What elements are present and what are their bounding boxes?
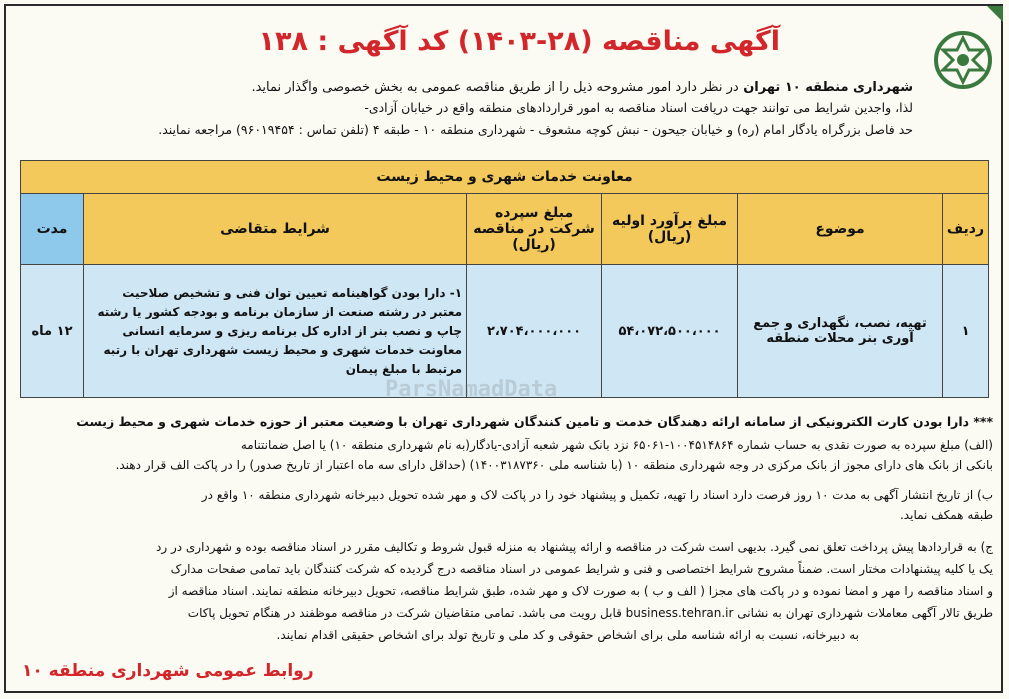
header-subject: موضوع — [738, 194, 943, 265]
intro-line-2: لذا، واجدین شرایط می توانند جهت دریافت اسناد مناقصه به امور قراردادهای منطقه واقع در خیابان آزادی- — [364, 100, 913, 115]
org-name: شهرداری منطقه ۱۰ تهران — [743, 80, 913, 95]
watermark: ParsNamadData — [385, 377, 558, 402]
note-star: *** دارا بودن کارت الکترونیکی از سامانه ارائه دهندگان خدمت و تامین کنندگان شهرداری تهران با وضعیت معتبر از حوزه خدمات شهری و محیط زیست — [76, 414, 993, 429]
header-index: ردیف — [943, 194, 989, 265]
cell-deposit: ۲،۷۰۴،۰۰۰،۰۰۰ — [467, 265, 602, 398]
note-b-line-1: ب) از تاریخ انتشار آگهی به مدت ۱۰ روز فرصت دارد اسناد را تهیه، تکمیل و پیشنهاد خود را در پاکت لاک و مهر شده تحویل دبیرخانه شهرداری منطقه ۱۰ واقع در — [201, 488, 993, 502]
cell-estimate: ۵۴،۰۷۲،۵۰۰،۰۰۰ — [602, 265, 738, 398]
note-c-line-2: یک یا کلیه پیشنهادات مختار است. ضمناً مشروح شرایط اختصاصی و فنی و شرایط عمومی در اسناد مناقصه درج گردیده که شرکت کنندگان باید تمامی صفحات مدارک — [170, 562, 993, 576]
header-duration: مدت — [21, 194, 84, 265]
header-estimate: مبلغ برآورد اولیه (ریال) — [602, 194, 738, 265]
intro-line-3: حد فاصل بزرگراه یادگار امام (ره) و خیابان جیحون - نبش کوچه مشعوف - شهرداری منطقه ۱۰ - طبقه ۴ (تلفن تماس : ۹۶۰۱۹۴۵۴) مراجعه نمایند. — [158, 122, 913, 137]
header-conditions: شرایط متقاضی — [84, 194, 467, 265]
note-c-line-5: به دبیرخانه، نسبت به ارائه شناسه ملی برای اشخاص حقوقی و کد ملی و تاریخ تولد برای اشخاص حقیقی اقدام نمایند. — [276, 628, 859, 642]
tender-table — [20, 160, 989, 398]
ad-title: آگهی مناقصه (۲۸-۱۴۰۳) کد آگهی : ۱۳۸ — [258, 26, 780, 57]
note-a-line-2: بانکی از بانک های دارای مجوز از بانک مرکزی در وجه شهرداری منطقه ۱۰ (با شناسه ملی ۱۴۰۰۳۱۸۷۳۶۰) (حداقل دارای سه ماه اعتبار از تاریخ صدور) را در پاکت الف قرار دهند. — [115, 458, 993, 472]
header-deposit: مبلغ سپرده شرکت در مناقصه (ریال) — [467, 194, 602, 265]
note-a-line-1: (الف) مبلغ سپرده به صورت نقدی به حساب شماره ۱۰۰۴۵۱۴۸۶۴-۶۵۰۶۱ نزد بانک شهر شعبه آزادی-یادگار(به نام شهرداری منطقه ۱۰) یا اصل ضمانتنامه — [240, 438, 993, 452]
cell-index: ۱ — [943, 265, 989, 398]
cell-subject: تهیه، نصب، نگهداری و جمع آوری بنر محلات منطقه — [738, 265, 943, 398]
corner-ribbon — [987, 6, 1003, 22]
tehran-municipality-logo-icon — [933, 30, 993, 90]
cell-conditions: ۱- دارا بودن گواهینامه تعیین توان فنی و تشخیص صلاحیت معتبر در رشته صنعت از سازمان برنامه و بودجه کشور یا رشته چاپ و نصب بنر از اداره کل برنامه ریزی و سرمایه انسانی معاونت خدمات شهری و محیط زیست شهرداری تهران با رتبه مرتبط با مبلغ پیمان — [84, 265, 467, 398]
intro-text-1: در نظر دارد امور مشروحه ذیل را از طریق مناقصه عمومی به بخش خصوصی واگذار نماید. — [251, 80, 739, 95]
public-relations-footer: روابط عمومی شهرداری منطقه ۱۰ — [22, 661, 314, 681]
note-b-line-2: طبقه همکف نماید. — [899, 508, 993, 522]
cell-duration: ۱۲ ماه — [21, 265, 84, 398]
intro-line-1 — [14, 80, 913, 95]
note-c-line-4: طریق تالار آگهی معاملات شهرداری تهران به نشانی business.tehran.ir قابل رویت می باشد. تمامی متقاضیان شرکت در مناقصه موظفند در هنگام تحویل پاکات — [187, 606, 993, 620]
note-c-line-3: و اسناد مناقصه را مهر و امضا نموده و در پاکت های مجزا ( الف و ب ) به صورت لاک و مهر شده، طبق شرایط مناقصه، تحویل دبیرخانه منطقه نمایند. اسناد مناقصه از — [168, 584, 993, 598]
note-c-line-1: ج) به قراردادها پیش پرداخت تعلق نمی گیرد. بدیهی است شرکت در مناقصه و ارائه پیشنهاد به منزله قبول شروط و تکالیف مقرر در اسناد مناقصه بوده و شهرداری در رد — [155, 540, 993, 554]
department-row: معاونت خدمات شهری و محیط زیست — [21, 161, 989, 194]
